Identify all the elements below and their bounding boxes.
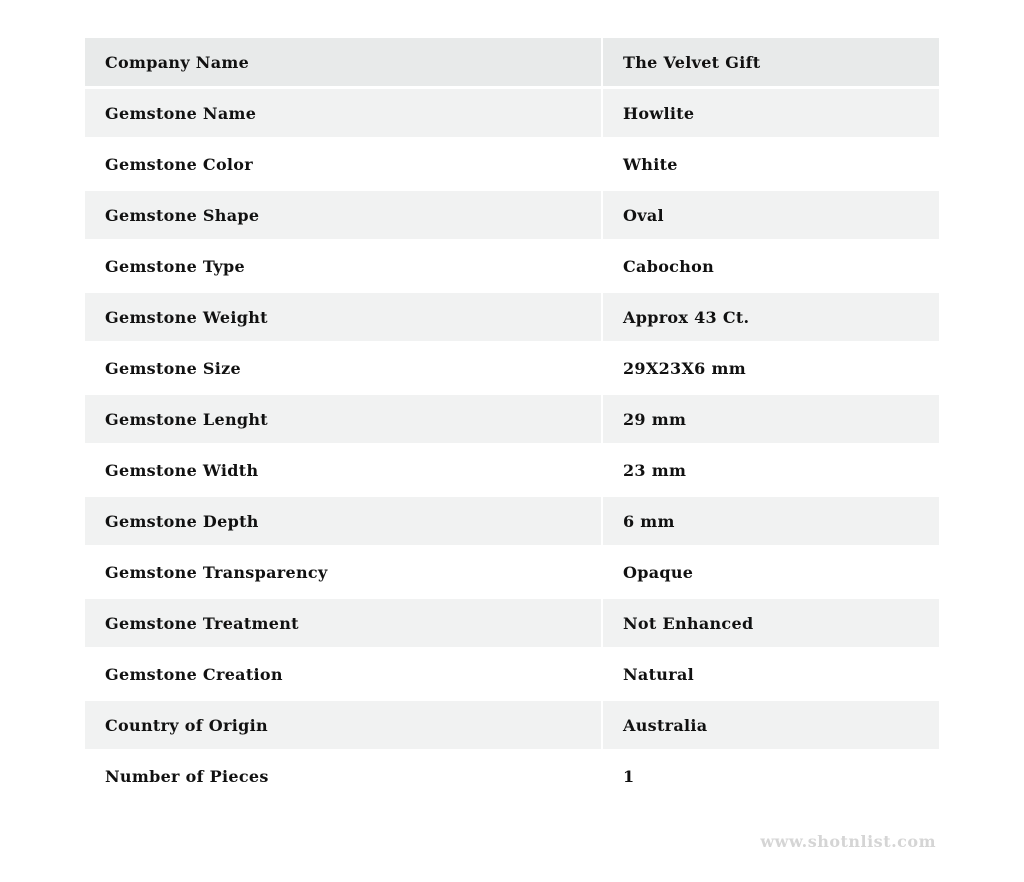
- table-row: [85, 395, 939, 443]
- spec-label: Gemstone Color: [85, 140, 601, 188]
- table-row: [85, 140, 939, 188]
- spec-label: Gemstone Size: [85, 344, 601, 392]
- spec-label: Country of Origin: [85, 701, 601, 749]
- spec-label: Gemstone Shape: [85, 191, 601, 239]
- table-row: [85, 599, 939, 647]
- spec-value: 6 mm: [603, 497, 939, 545]
- spec-label: Gemstone Depth: [85, 497, 601, 545]
- table-row: [85, 497, 939, 545]
- spec-label: Gemstone Treatment: [85, 599, 601, 647]
- spec-value: Natural: [603, 650, 939, 698]
- table-row: [85, 242, 939, 290]
- table-row: [85, 38, 939, 86]
- spec-label: Gemstone Weight: [85, 293, 601, 341]
- spec-value: Australia: [603, 701, 939, 749]
- spec-label: Gemstone Transparency: [85, 548, 601, 596]
- table-row: [85, 89, 939, 137]
- spec-value: Cabochon: [603, 242, 939, 290]
- table-row: [85, 650, 939, 698]
- table-row: [85, 344, 939, 392]
- table-row: [85, 191, 939, 239]
- table-row: [85, 293, 939, 341]
- spec-label: Gemstone Type: [85, 242, 601, 290]
- spec-value: Oval: [603, 191, 939, 239]
- spec-label: Gemstone Lenght: [85, 395, 601, 443]
- spec-value: 23 mm: [603, 446, 939, 494]
- watermark-url: www.shotnlist.com: [760, 832, 936, 851]
- spec-value: The Velvet Gift: [603, 38, 939, 86]
- table-row: [85, 446, 939, 494]
- spec-value: 29X23X6 mm: [603, 344, 939, 392]
- spec-value: Not Enhanced: [603, 599, 939, 647]
- spec-label: Gemstone Creation: [85, 650, 601, 698]
- spec-value: Opaque: [603, 548, 939, 596]
- spec-value: White: [603, 140, 939, 188]
- spec-value: 1: [603, 752, 939, 800]
- spec-label: Number of Pieces: [85, 752, 601, 800]
- table-row: [85, 701, 939, 749]
- spec-label: Gemstone Width: [85, 446, 601, 494]
- spec-value: 29 mm: [603, 395, 939, 443]
- spec-value: Howlite: [603, 89, 939, 137]
- spec-table: [85, 38, 939, 803]
- spec-value: Approx 43 Ct.: [603, 293, 939, 341]
- table-row: [85, 752, 939, 800]
- spec-label: Company Name: [85, 38, 601, 86]
- spec-label: Gemstone Name: [85, 89, 601, 137]
- table-row: [85, 548, 939, 596]
